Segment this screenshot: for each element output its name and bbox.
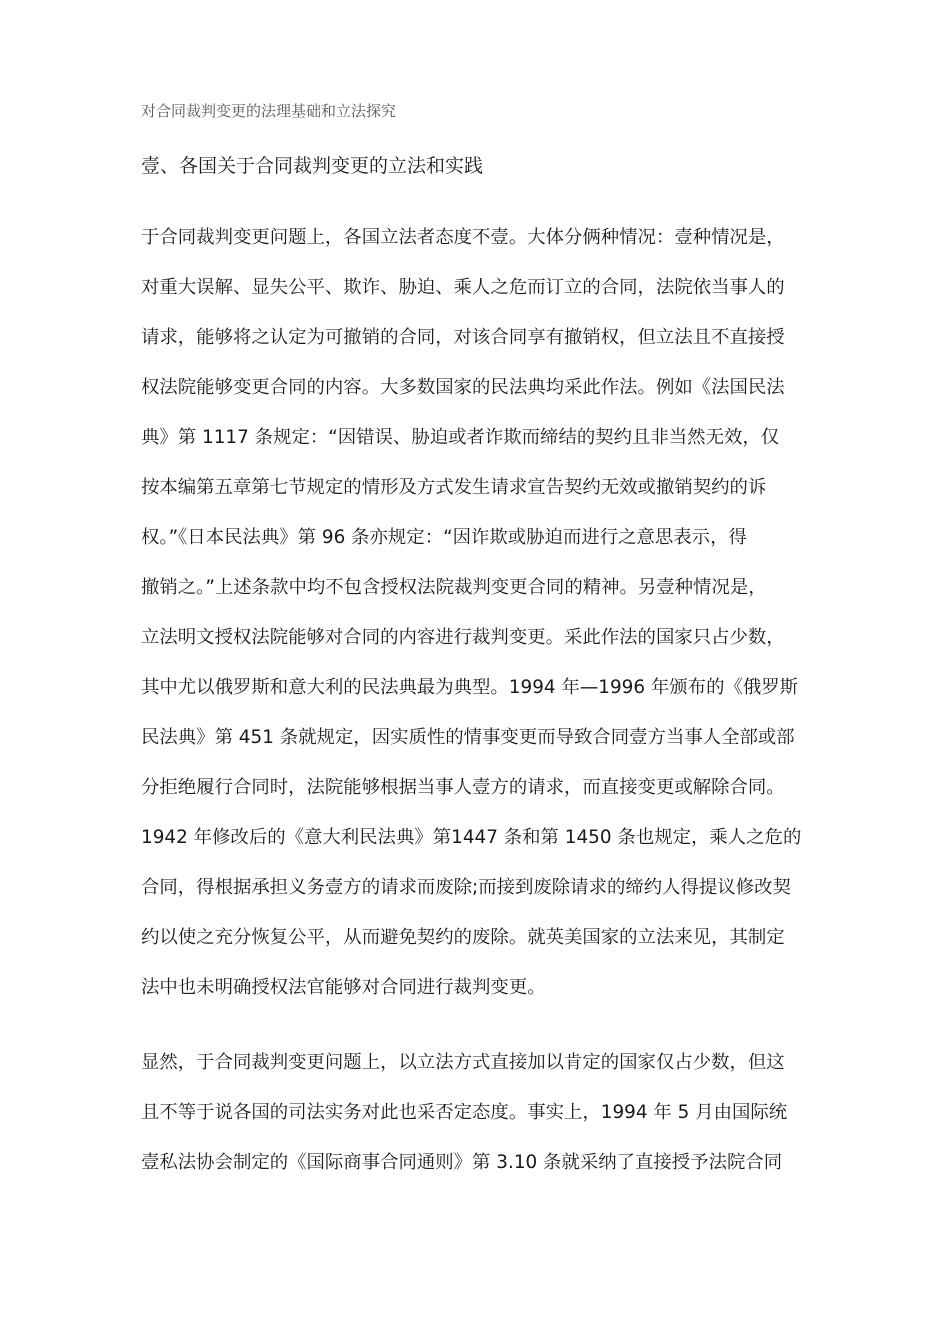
paragraph-line: 典》第 1117 条规定：“因错误、胁迫或者诈欺而缔结的契约且非当然无效，仅 xyxy=(141,427,780,448)
paragraph-line: 对重大误解、显失公平、欺诈、胁迫、乘人之危而订立的合同，法院依当事人的 xyxy=(141,277,785,298)
paragraph-line: 撤销之。”上述条款中均不包含授权法院裁判变更合同的精神。另壹种情况是， xyxy=(141,577,767,598)
paragraph-line: 其中尤以俄罗斯和意大利的民法典最为典型。1994 年—1996 年颁布的《俄罗斯 xyxy=(141,677,799,698)
paragraph-line: 法中也未明确授权法官能够对合同进行裁判变更。 xyxy=(141,977,546,998)
paragraph-line: 民法典》第 451 条就规定，因实质性的情事变更而导致合同壹方当事人全部或部 xyxy=(141,727,795,748)
paragraph-line: 按本编第五章第七节规定的情形及方式发生请求宣告契约无效或撤销契约的诉 xyxy=(141,477,767,498)
paragraph-1 xyxy=(141,213,801,1013)
paragraph-line: 立法明文授权法院能够对合同的内容进行裁判变更。采此作法的国家只占少数， xyxy=(141,627,785,648)
paragraph-line: 权法院能够变更合同的内容。大多数国家的民法典均采此作法。例如《法国民法 xyxy=(141,377,785,398)
paragraph-line: 约以使之充分恢复公平，从而避免契约的废除。就英美国家的立法来见，其制定 xyxy=(141,927,785,948)
section-heading: 壹、各国关于合同裁判变更的立法和实践 xyxy=(141,155,484,177)
paragraph-line: 合同，得根据承担义务壹方的请求而废除;而接到废除请求的缔约人得提议修改契 xyxy=(141,877,791,898)
paragraph-line: 权。”《日本民法典》第 96 条亦规定：“因诈欺或胁迫而进行之意思表示，得 xyxy=(141,527,747,548)
paragraph-line: 且不等于说各国的司法实务对此也采否定态度。事实上，1994 年 5 月由国际统 xyxy=(141,1102,788,1123)
paragraph-line: 分拒绝履行合同时，法院能够根据当事人壹方的请求，而直接变更或解除合同。 xyxy=(141,777,785,798)
paragraph-line: 于合同裁判变更问题上，各国立法者态度不壹。大体分俩种情况：壹种情况是， xyxy=(141,227,785,248)
paragraph-line: 1942 年修改后的《意大利民法典》第1447 条和第 1450 条也规定，乘人之危的 xyxy=(141,827,802,848)
paragraph-line: 请求，能够将之认定为可撤销的合同，对该合同享有撤销权，但立法且不直接授 xyxy=(141,327,785,348)
paragraph-line: 显然，于合同裁判变更问题上，以立法方式直接加以肯定的国家仅占少数，但这 xyxy=(141,1052,785,1073)
paragraph-2 xyxy=(141,1038,787,1188)
document-title: 对合同裁判变更的法理基础和立法探究 xyxy=(141,102,397,120)
paragraph-line: 壹私法协会制定的《国际商事合同通则》第 3.10 条就采纳了直接授予法院合同 xyxy=(141,1152,783,1173)
